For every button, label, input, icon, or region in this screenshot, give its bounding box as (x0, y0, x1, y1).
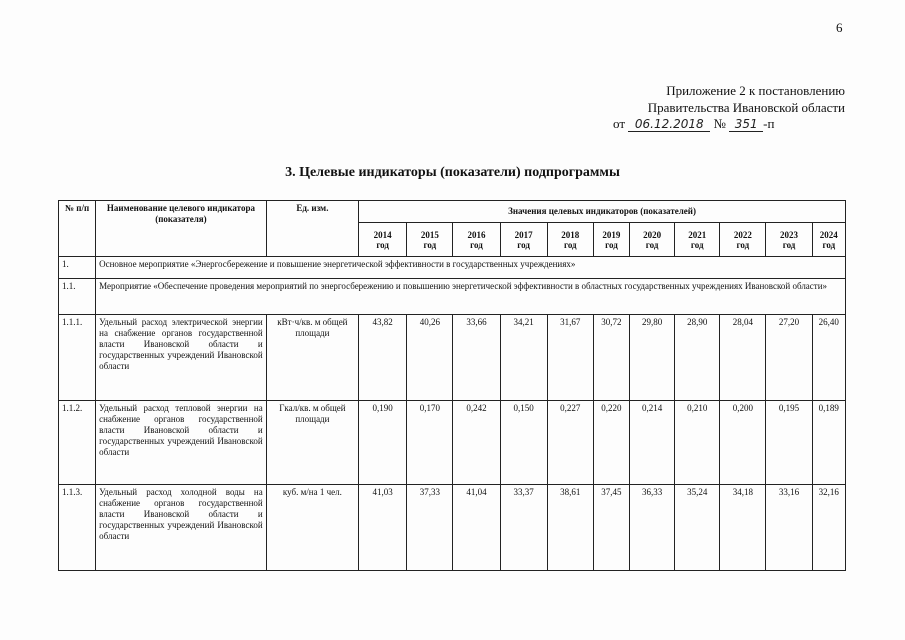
row-number: 1.1.2. (59, 401, 96, 485)
value-cell: 43,82 (359, 315, 407, 401)
section-1-text: Основное мероприятие «Энергосбережение и повышение энергетической эффективности в государственных учреждениях» (96, 257, 846, 279)
value-cell: 0,189 (812, 401, 845, 485)
appendix-line-1: Приложение 2 к постановлению (666, 83, 845, 98)
row-number: 1.1.1. (59, 315, 96, 401)
value-cell: 41,03 (359, 485, 407, 571)
value-cell: 41,04 (453, 485, 500, 571)
year-suffix: год (605, 239, 618, 250)
unit-cell: Гкал/кв. м общей площади (266, 401, 358, 485)
appendix-line-2: Правительства Ивановской области (647, 100, 845, 115)
year-value: 2022 (733, 229, 752, 240)
unit-cell: кВт·ч/кв. м общей площади (266, 315, 358, 401)
value-cell: 0,242 (453, 401, 500, 485)
header-name: Наименование целевого индикатора (показателя) (96, 201, 267, 257)
indicators-table (58, 200, 846, 571)
section-1-1-no: 1.1. (59, 279, 96, 315)
value-cell: 0,220 (593, 401, 629, 485)
value-cell: 30,72 (593, 315, 629, 401)
year-header (720, 223, 766, 257)
year-suffix: год (470, 239, 483, 250)
number-label: № (713, 116, 726, 131)
year-value: 2017 (514, 229, 533, 240)
year-header (675, 223, 720, 257)
value-cell: 0,214 (629, 401, 674, 485)
header-values: Значения целевых индикаторов (показателей) (359, 201, 846, 223)
value-cell: 0,170 (407, 401, 453, 485)
year-suffix: год (690, 239, 704, 250)
value-cell: 33,66 (453, 315, 500, 401)
year-value: 2021 (688, 229, 707, 240)
value-cell: 37,45 (593, 485, 629, 571)
year-value: 2015 (420, 229, 439, 240)
header-unit: Ед. изм. (266, 201, 358, 257)
year-suffix: год (563, 239, 577, 250)
row-number: 1.1.3. (59, 485, 96, 571)
handwritten-number: 351 (729, 117, 763, 132)
handwritten-date: 06.12.2018 (628, 117, 710, 132)
indicator-name: Удельный расход электрической энергии на снабжение органов государственной власти Ивановской области и государственных учреждений Ивановской области (96, 315, 267, 401)
value-cell: 33,16 (766, 485, 812, 571)
year-value: 2014 (373, 229, 392, 240)
year-value: 2023 (780, 229, 799, 240)
table-row (59, 485, 846, 571)
indicator-name: Удельный расход тепловой энергии на снабжение органов государственной власти Ивановской области и государственных учреждений Ивановской области (96, 401, 267, 485)
value-cell: 28,90 (675, 315, 720, 401)
year-suffix: год (782, 239, 796, 250)
year-suffix: год (376, 239, 389, 250)
year-header (453, 223, 500, 257)
header-no: № п/п (59, 201, 96, 257)
value-cell: 37,33 (407, 485, 453, 571)
document-title: 3. Целевые индикаторы (показатели) подпрограммы (285, 165, 620, 180)
appendix-line-3 (613, 115, 774, 132)
year-header (547, 223, 593, 257)
value-cell: 29,80 (629, 315, 674, 401)
year-suffix: год (736, 239, 750, 250)
value-cell: 40,26 (407, 315, 453, 401)
year-value: 2018 (561, 229, 580, 240)
page-number: 6 (836, 20, 843, 35)
year-header (359, 223, 407, 257)
value-cell: 32,16 (812, 485, 845, 571)
table-row (59, 315, 846, 401)
value-cell: 0,190 (359, 401, 407, 485)
year-header (766, 223, 812, 257)
year-header (500, 223, 547, 257)
year-header (812, 223, 845, 257)
year-header (407, 223, 453, 257)
year-header (629, 223, 674, 257)
unit-cell: куб. м/на 1 чел. (266, 485, 358, 571)
from-label: от (613, 116, 626, 131)
number-suffix: -п (763, 116, 775, 131)
value-cell: 0,150 (500, 401, 547, 485)
value-cell: 31,67 (547, 315, 593, 401)
value-cell: 0,210 (675, 401, 720, 485)
year-suffix: год (423, 239, 437, 250)
year-suffix: год (517, 239, 530, 250)
value-cell: 35,24 (675, 485, 720, 571)
value-cell: 33,37 (500, 485, 547, 571)
year-value: 2024 (819, 229, 838, 240)
section-1-no: 1. (59, 257, 96, 279)
section-1-1-text: Мероприятие «Обеспечение проведения мероприятий по энергосбережению и повышению энергетической эффективности в областных государственных учреждениях Ивановской области» (96, 279, 846, 315)
value-cell: 27,20 (766, 315, 812, 401)
indicator-name: Удельный расход холодной воды на снабжение органов государственной власти Ивановской области и государственных учреждений Ивановской области (96, 485, 267, 571)
value-cell: 34,18 (720, 485, 766, 571)
value-cell: 38,61 (547, 485, 593, 571)
value-cell: 28,04 (720, 315, 766, 401)
table-row (59, 401, 846, 485)
year-suffix: год (822, 239, 836, 250)
value-cell: 0,200 (720, 401, 766, 485)
value-cell: 34,21 (500, 315, 547, 401)
year-value: 2019 (602, 229, 621, 240)
year-value: 2020 (643, 229, 662, 240)
year-value: 2016 (467, 229, 486, 240)
value-cell: 0,227 (547, 401, 593, 485)
value-cell: 36,33 (629, 485, 674, 571)
year-header (593, 223, 629, 257)
value-cell: 26,40 (812, 315, 845, 401)
value-cell: 0,195 (766, 401, 812, 485)
year-suffix: год (645, 239, 659, 250)
